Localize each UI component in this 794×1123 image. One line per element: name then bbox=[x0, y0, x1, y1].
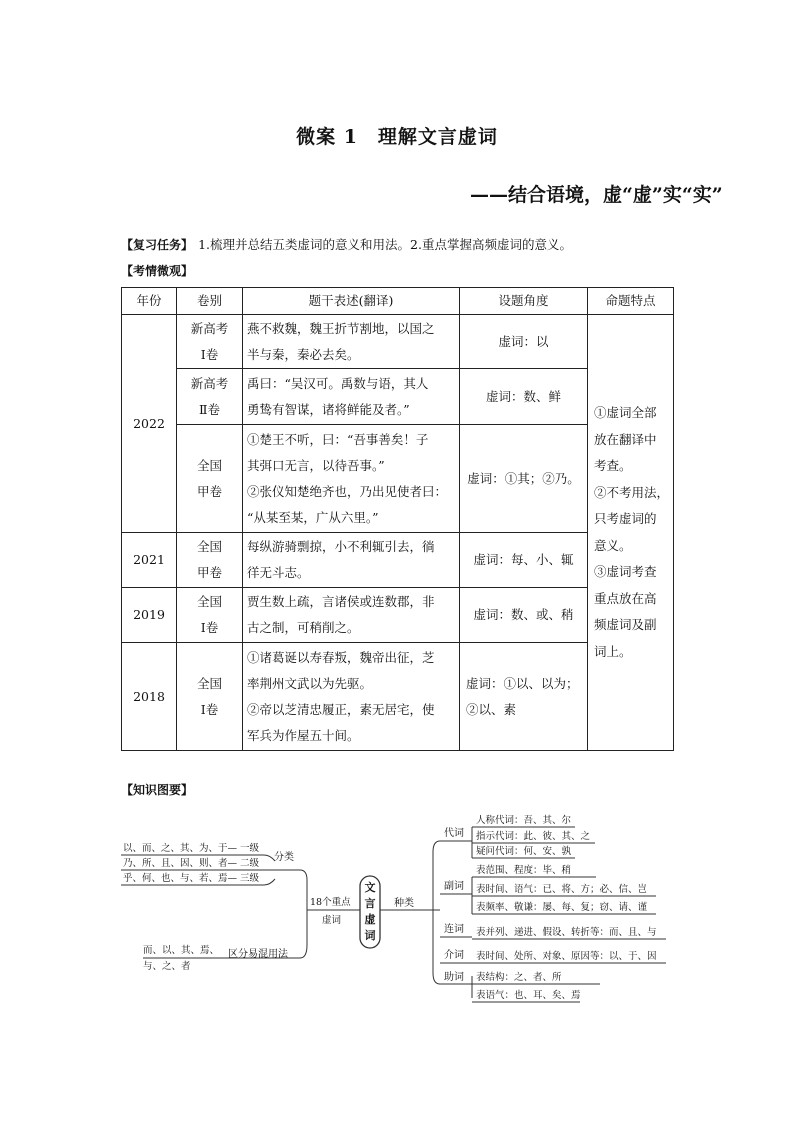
paper-line: Ⅰ卷 bbox=[200, 620, 219, 635]
category-item: 人称代词：吾、其、尔 bbox=[476, 815, 572, 826]
paper-line: 全国 bbox=[196, 675, 222, 691]
category-item: 表时间、处所、对象、原因等：以、于、因 bbox=[476, 951, 657, 962]
paper-line: 全国 bbox=[196, 457, 222, 473]
feature-line: 词上。 bbox=[594, 643, 632, 659]
confusing-words-line: 而、以、其、焉、 bbox=[143, 945, 220, 956]
category-item: 表并列、递进、假设、转折等：而、且、与 bbox=[476, 927, 657, 938]
angle-line: 虚词：数、鲜 bbox=[485, 388, 561, 404]
page-title: 微案 1 理解文言虚词 bbox=[296, 126, 498, 148]
stem-line: 半与秦，秦必去矣。 bbox=[247, 346, 360, 362]
year: 2018 bbox=[133, 688, 165, 704]
paper-line: Ⅰ卷 bbox=[200, 346, 219, 362]
stem-line: 其弭口无言，以待吾事。” bbox=[247, 457, 385, 473]
center-char: 言 bbox=[364, 897, 376, 910]
distinguish-label: 区分易混用法 bbox=[228, 949, 288, 960]
header-cell: 设题角度 bbox=[460, 288, 588, 315]
feature-line: ①虚词全部 bbox=[594, 405, 657, 420]
category-name: 副词 bbox=[444, 881, 464, 892]
feature-line: 重点放在高 bbox=[594, 590, 657, 606]
exam-section-label: 【考情微观】 bbox=[121, 264, 194, 278]
paper-line: Ⅰ卷 bbox=[200, 701, 219, 717]
center-char: 词 bbox=[364, 929, 376, 942]
stem-line: 每纵游骑剽掠，小不利辄引去，徜 bbox=[247, 539, 435, 554]
category-name: 助词 bbox=[444, 972, 464, 983]
paper-line: Ⅱ卷 bbox=[199, 401, 220, 417]
paper-line: 甲卷 bbox=[196, 565, 222, 580]
feature-line: 频虚词及副 bbox=[594, 617, 657, 632]
paper-line: 全国 bbox=[196, 594, 222, 609]
level-2-text: 乃、所、且、因、则、者— 二级 bbox=[123, 858, 260, 869]
category-item: 疑问代词：何、安、孰 bbox=[476, 846, 572, 857]
stem-line: 率荆州文武以为先驱。 bbox=[247, 675, 373, 691]
knowledge-section-label: 【知识图要】 bbox=[121, 783, 194, 797]
stem-line: “从某至某，广从六里。” bbox=[247, 509, 379, 525]
category-item: 表范围、程度：毕、稍 bbox=[476, 865, 572, 876]
page-subtitle: ——结合语境，虚“虚”实“实” bbox=[470, 184, 723, 206]
paper-line: 新高考 bbox=[190, 320, 229, 336]
stem-line: ①楚王不听，曰：“吾事善矣！子 bbox=[247, 431, 429, 447]
year: 2021 bbox=[133, 552, 165, 567]
category-item: 表频率、敬谦：屡、每、复；窃、请、谨 bbox=[476, 902, 648, 913]
level-3-text: 乎、何、也、与、若、焉— 三级 bbox=[123, 873, 260, 884]
header-cell: 卷别 bbox=[177, 288, 243, 315]
review-task-label: 【复习任务】 bbox=[121, 238, 194, 252]
header-cell: 年份 bbox=[122, 288, 177, 315]
review-task-text: 1.梳理并总结五类虚词的意义和用法。2.重点掌握高频虚词的意义。 bbox=[198, 237, 572, 252]
category-item: 表结构：之、者、所 bbox=[476, 972, 562, 983]
category-item: 指示代词：此、彼、其、之 bbox=[476, 831, 591, 842]
feature-line: 只考虚词的 bbox=[594, 511, 657, 526]
stem-line: 徉无斗志。 bbox=[247, 565, 310, 580]
stem-line: 古之制，可稍削之。 bbox=[247, 620, 360, 635]
stem-line: 燕不救魏，魏王折节割地，以国之 bbox=[247, 320, 435, 336]
feature-line: 考查。 bbox=[594, 458, 632, 473]
paper-line: 甲卷 bbox=[196, 483, 222, 499]
feature-line: ②不考用法， bbox=[594, 484, 670, 500]
kinds-label: 种类 bbox=[394, 898, 414, 909]
level-1-text: 以、而、之、其、为、于— 一级 bbox=[123, 843, 260, 854]
count-label: 18个重点 bbox=[310, 897, 351, 908]
center-char: 虚 bbox=[364, 913, 376, 926]
classify-label: 分类 bbox=[274, 852, 294, 863]
count-label: 虚词 bbox=[322, 915, 342, 926]
confusing-words-line: 与、之、者 bbox=[143, 961, 191, 972]
category-item: 表时间、语气：已、将、方；必、信、岂 bbox=[476, 884, 648, 895]
angle-line: ②以、素 bbox=[466, 701, 517, 717]
year: 2019 bbox=[133, 607, 165, 622]
stem-line: 军兵为作屋五十间。 bbox=[247, 727, 360, 743]
paper-line: 新高考 bbox=[190, 375, 229, 391]
stem-line: 贾生数上疏，言诸侯或连数郡，非 bbox=[247, 594, 435, 609]
header-cell: 题干表述(翻译) bbox=[243, 288, 460, 315]
feature-line: 放在翻译中 bbox=[594, 431, 657, 447]
category-name: 代词 bbox=[444, 828, 464, 839]
category-item: 表语气：也、耳、矣、焉 bbox=[476, 990, 581, 1001]
stem-line: 禹曰：“吴汉可。禹数与语，其人 bbox=[247, 375, 429, 391]
stem-line: ②帝以芝清忠履正，素无居宅，使 bbox=[247, 701, 435, 717]
angle-line: 虚词：①其；②乃。 bbox=[467, 470, 580, 486]
stem-line: ②张仪知楚绝齐也，乃出见使者曰： bbox=[247, 483, 448, 499]
paper-line: 全国 bbox=[196, 539, 222, 554]
category-name: 介词 bbox=[444, 950, 464, 961]
angle-line: 虚词：以 bbox=[498, 333, 549, 349]
angle-line: 虚词：①以、以为； bbox=[466, 675, 579, 691]
stem-line: 勇鸷有智谋，诸将鲜能及者。” bbox=[247, 401, 410, 417]
center-char: 文 bbox=[364, 881, 376, 894]
stem-line: ①诸葛诞以寿春叛，魏帝出征，芝 bbox=[247, 649, 435, 665]
header-cell: 命题特点 bbox=[588, 288, 674, 315]
angle-line: 虚词：数、或、稍 bbox=[473, 607, 574, 622]
feature-line: ③虚词考查 bbox=[594, 564, 657, 579]
feature-line: 意义。 bbox=[594, 537, 632, 553]
category-name: 连词 bbox=[444, 924, 464, 935]
angle-line: 虚词：每、小、辄 bbox=[473, 552, 574, 567]
year: 2022 bbox=[133, 415, 165, 431]
